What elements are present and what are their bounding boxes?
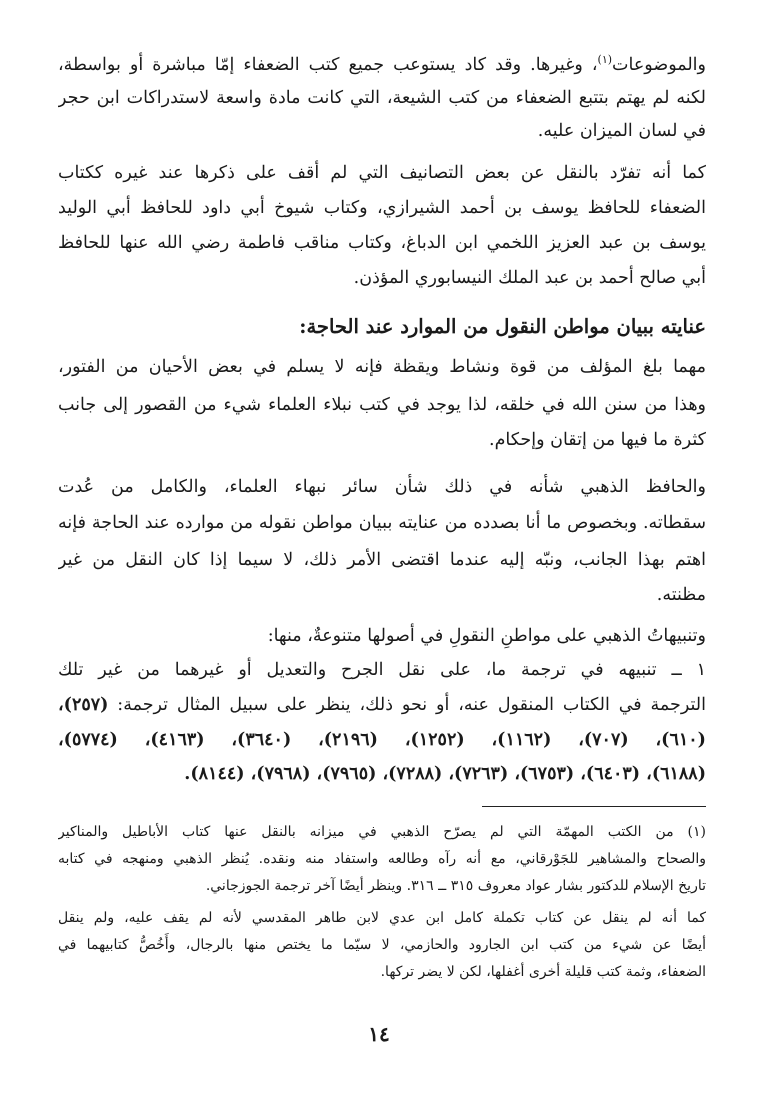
text-span: والموضوعات [612,55,706,75]
paragraph-1-line-2: لكنه لم يهتم بتتبع الضعفاء من كتب الشيعة، التي كانت مادة واسعة لاستدراكات ابن حجر [58,88,706,108]
footnote-line-6: الضعفاء، وثمة كتب قليلة أخرى أغفلها، لكن لا يضر تركها. [380,964,706,980]
footnote-line-4: كما أنه لم ينقل عن كتاب تكملة كامل ابن عدي لابن طاهر المقدسي لأنه لم يقف عليه، ولم ينقل [58,910,706,926]
list-item-1-line-1: ١ ــ تنبيهه في ترجمة ما، على نقل الجرح والتعديل أو غيرهما من غير تلك [58,660,706,680]
paragraph-3-line-2: وهذا من سنن الله في خلقه، لذا يوجد في كتب نبلاء العلماء شيء من القصور إلى جانب [58,395,706,415]
text-span: الترجمة في الكتاب المنقول عنه، أو نحو ذلك، ينظر على سبيل المثال ترجمة: [108,695,706,715]
paragraph-3-line-1: مهما بلغ المؤلف من قوة ونشاط ويقظة فإنه لا يسلم في بعض الأحيان من الفتور، [58,357,706,377]
text-span: ، وغيرها. وقد كاد يستوعب جميع كتب الضعفاء إمّا مباشرة أو بواسطة، [58,55,598,75]
paragraph-1-line-1 [58,50,706,80]
paragraph-4-line-3: اهتم بهذا الجانب، ونبّه إليه عندما اقتضى الأمر ذلك، لا سيما إذا كان النقل من غير [58,550,706,570]
page-number: ١٤ [368,1022,390,1046]
paragraph-2-line-3: يوسف بن عبد العزيز اللخمي ابن الدباغ، وكتاب مناقب فاطمة رضي الله عنها للحافظ [58,233,706,253]
entry-references-line-2: (٦١٨٨)، (٦٤٠٣)، (٦٧٥٣)، (٧٢٦٣)، (٧٢٨٨)، (٧٩٦٥)، (٧٩٦٨)، (٨١٤٤). [184,764,706,784]
paragraph-2-line-1: كما أنه تفرّد بالنقل عن بعض التصانيف التي لم أقف على ذكرها عند غيره ككتاب [58,163,706,183]
paragraph-2-line-2: الضعفاء للحافظ يوسف بن أحمد الشيرازي، وكتاب شيوخ أبي داود للحافظ أبي الوليد [58,198,706,218]
paragraph-2-line-4: أبي صالح أحمد بن عبد الملك النيسابوري المؤذن. [353,268,706,288]
paragraph-4-line-2: سقطاته. وبخصوص ما أنا بصدده من عنايته ببيان مواطن نقوله من موارده عند الحاجة فإنه [58,513,706,533]
list-item-1-line-2 [58,690,706,720]
paragraph-5-line-1: وتنبيهاتُ الذهبي على مواطنِ النقولِ في أصولها متنوعةٌ، منها: [267,626,706,646]
paragraph-4-line-1: والحافظ الذهبي شأنه في ذلك شأن سائر نبهاء العلماء، والكامل من عُدت [58,477,706,497]
footnote-line-2: والصحاح والمشاهير للجَوْرقاني، مع أنه رآه وطالعه واستفاد منه ونقده. يُنظر الذهبي ومنهجه في كتابه [58,851,706,867]
footnote-separator [482,806,706,807]
footnote-line-3: تاريخ الإسلام للدكتور بشار عواد معروف ٣١٥ ــ ٣١٦. وينظر أيضًا آخر ترجمة الجوزجاني. [205,878,706,894]
footnote-line-5: أيضًا عن شيء من كتب ابن الجارود والحازمي، لا سيّما ما يختص منها بالرجال، وأَخُصُّ كتابيهما في [58,937,706,953]
section-heading: عنايته ببيان مواطن النقول من الموارد عند الحاجة: [299,315,706,338]
footnote-line-1: (١) من الكتب المهمّة التي لم يصرّح الذهبي في ميزانه بالنقل عنها كتاب الأباطيل والمناكير [58,824,706,840]
footnote-reference[interactable]: (١) [597,53,613,67]
paragraph-1-line-3: في لسان الميزان عليه. [537,121,706,141]
paragraph-4-line-4: مظنته. [656,585,706,605]
entry-reference: (٢٥٧)، [58,695,109,715]
entry-references-line-1: (٦١٠)، (٧٠٧)، (١١٦٢)، (١٢٥٢)، (٢١٩٦)، (٣٦٤٠)، (٤١٦٣)، (٥٧٧٤)، [58,730,706,750]
paragraph-3-line-3: كثرة ما فيها من إتقان وإحكام. [489,430,706,450]
